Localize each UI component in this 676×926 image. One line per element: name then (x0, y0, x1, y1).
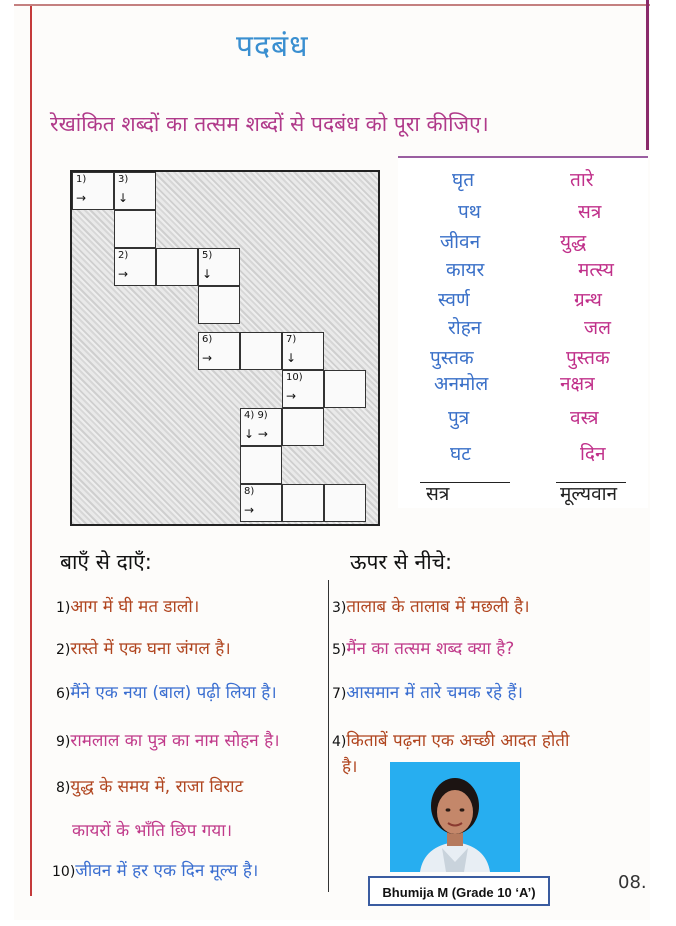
clue-number: 4) 9) (244, 410, 268, 421)
word-left: सत्र (426, 483, 450, 505)
word-right: तारे (570, 169, 594, 191)
word-left: रोहन (448, 317, 482, 339)
clue-text: मैंने एक नया (बाल) पढ़ी लिया है। (70, 683, 277, 703)
down-clue (332, 636, 514, 659)
crossword-cell-6 (198, 332, 240, 370)
crossword-cell-3 (114, 172, 156, 210)
word-left: स्वर्ण (438, 289, 470, 311)
clue-text: आसमान में तारे चमक रहे हैं। (346, 683, 523, 703)
clue-text: आग में घी मत डालो। (70, 597, 200, 617)
clue-number: 5) (202, 250, 213, 261)
crossword-cell (240, 446, 282, 484)
arrow-right-icon: → (118, 267, 129, 281)
arrow-right-icon: → (286, 389, 297, 403)
student-caption: Bhumija M (Grade 10 ‘A’) (368, 876, 550, 906)
clue-number: 6) (56, 686, 71, 702)
clue-text: तालाब के तालाब में मछली है। (346, 597, 530, 617)
word-right: दिन (580, 443, 606, 465)
word-right: जल (584, 317, 611, 339)
crossword-cell (240, 332, 282, 370)
crossword-cell-5 (198, 248, 240, 286)
arrow-down-right-icon: ↓ → (244, 427, 268, 441)
clue-text: रास्ते में एक घना जंगल है। (70, 639, 231, 659)
down-heading: ऊपर से नीचे: (350, 550, 453, 574)
arrow-right-icon: → (202, 351, 213, 365)
clue-number: 3) (118, 174, 129, 185)
clue-number: 8) (56, 780, 71, 796)
crossword-cell (156, 248, 198, 286)
clue-number: 1) (76, 174, 87, 185)
across-clue (56, 594, 199, 617)
clue-number: 7) (286, 334, 297, 345)
clue-text: रामलाल का पुत्र का नाम सोहन है। (70, 731, 280, 751)
word-right: युद्ध (560, 231, 587, 253)
arrow-right-icon: → (76, 191, 87, 205)
clue-number: 2) (56, 642, 71, 658)
clue-number: 2) (118, 250, 129, 261)
crossword-cell (114, 210, 156, 248)
crossword-cell-10 (282, 370, 324, 408)
crossword-cell-4-9 (240, 408, 282, 446)
word-left: पुत्र (448, 407, 470, 429)
word-table-divider (420, 482, 510, 483)
across-clue (72, 818, 232, 841)
clue-number: 7) (332, 686, 347, 702)
clue-number: 1) (56, 600, 71, 616)
word-left: कायर (446, 259, 485, 281)
clue-text: किताबें पढ़ना एक अच्छी आदत होती (346, 731, 570, 751)
word-left: पुस्तक (430, 347, 474, 369)
clue-text: कायरों के भाँति छिप गया। (72, 821, 233, 841)
down-clue (332, 728, 569, 751)
across-heading: बाएँ से दाएँ: (60, 550, 152, 574)
clue-number: 4) (332, 734, 347, 750)
clue-number: 10) (286, 372, 303, 383)
arrow-down-icon: ↓ (286, 351, 297, 365)
crossword-cell (282, 484, 324, 522)
page-title: पदबंध (236, 29, 309, 64)
across-clue (56, 774, 243, 797)
crossword-grid (70, 170, 380, 526)
page-number: 08. (618, 872, 647, 893)
across-clue (56, 636, 231, 659)
page-edge (646, 0, 649, 150)
student-portrait-icon (390, 762, 520, 872)
clue-number: 8) (244, 486, 255, 497)
clue-number: 6) (202, 334, 213, 345)
crossword-cell (198, 286, 240, 324)
instruction-text: रेखांकित शब्दों का तत्सम शब्दों से पदबंध को पूरा कीजिए। (50, 112, 489, 136)
word-table-rule (398, 156, 648, 158)
across-clue (56, 728, 280, 751)
student-photo (390, 762, 520, 872)
crossword-cell (324, 484, 366, 522)
word-left: घट (450, 443, 471, 465)
word-right: मत्स्य (578, 259, 614, 281)
clue-number: 3) (332, 600, 347, 616)
arrow-down-icon: ↓ (202, 267, 213, 281)
crossword-cell-2 (114, 248, 156, 286)
word-left: पथ (458, 201, 481, 223)
crossword-cell-7 (282, 332, 324, 370)
arrow-right-icon: → (244, 503, 255, 517)
word-left: अनमोल (434, 373, 489, 395)
word-right: पुस्तक (566, 347, 610, 369)
across-clue (56, 680, 277, 703)
margin-line (30, 6, 32, 896)
clue-text: मैंन का तत्सम शब्द क्या है? (346, 639, 515, 659)
word-left: जीवन (440, 231, 481, 253)
word-right: नक्षत्र (560, 373, 595, 395)
clue-text: युद्ध के समय में, राजा विराट (70, 777, 244, 797)
arrow-down-icon: ↓ (118, 191, 129, 205)
clue-text: जीवन में हर एक दिन मूल्य है। (75, 861, 259, 881)
clue-number: 10) (52, 864, 76, 880)
word-right: वस्त्र (570, 407, 599, 429)
crossword-cell (324, 370, 366, 408)
word-table-divider (556, 482, 626, 483)
word-left: घृत (452, 169, 475, 191)
down-clue (332, 594, 530, 617)
page-top-border (14, 4, 650, 6)
clue-text: है। (342, 757, 358, 777)
crossword-cell (282, 408, 324, 446)
clue-column-divider (328, 580, 329, 892)
across-clue (52, 858, 258, 881)
word-right: मूल्यवान (560, 483, 618, 505)
crossword-cell-8 (240, 484, 282, 522)
word-right: ग्रन्थ (574, 289, 602, 311)
down-clue (332, 680, 523, 703)
clue-number: 9) (56, 734, 71, 750)
down-clue (342, 754, 357, 777)
clue-number: 5) (332, 642, 347, 658)
word-right: सत्र (578, 201, 602, 223)
crossword-cell-1 (72, 172, 114, 210)
